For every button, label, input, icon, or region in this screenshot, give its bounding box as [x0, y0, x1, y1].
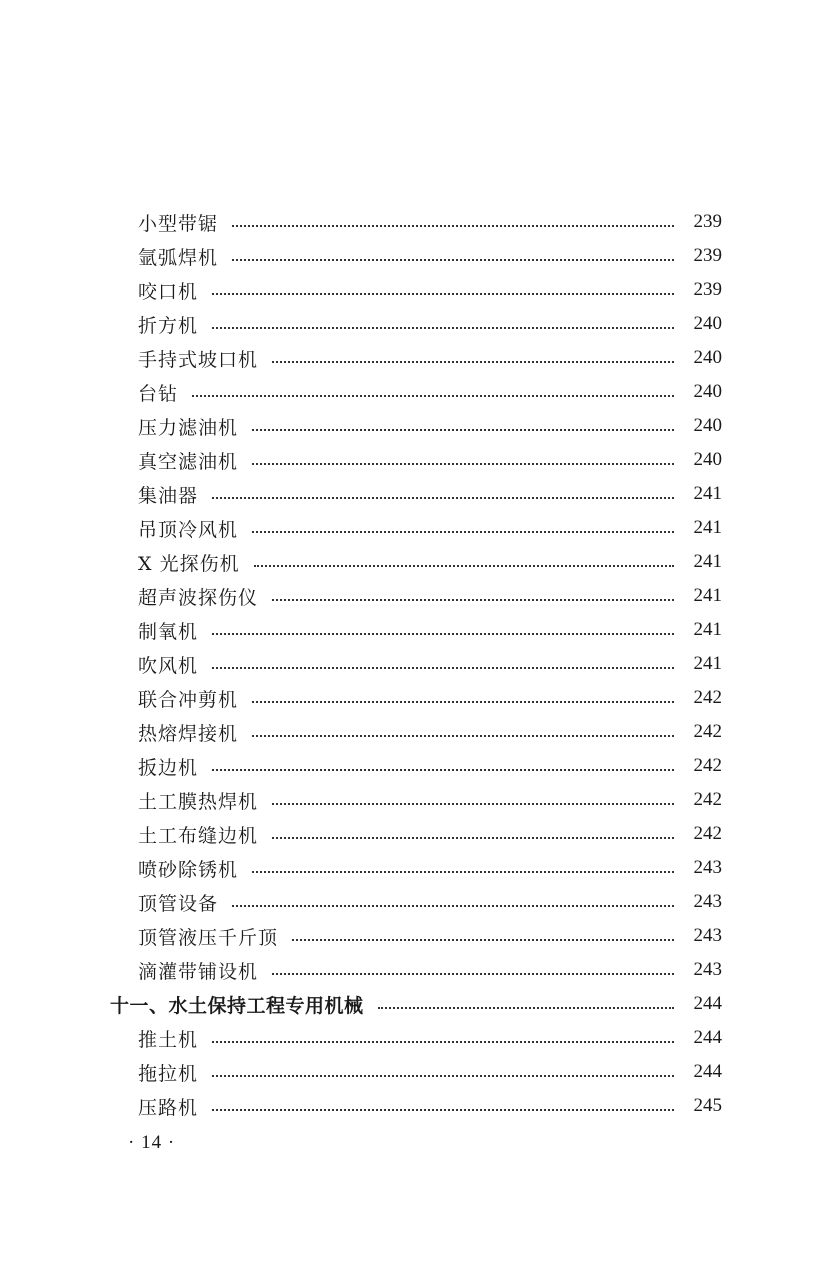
entry-title: 压路机	[138, 1096, 199, 1119]
dot-leader	[252, 871, 674, 873]
dot-leader	[232, 905, 674, 907]
toc-entry	[0, 307, 825, 341]
dot-leader	[192, 395, 674, 397]
toc-entry	[0, 1055, 825, 1089]
toc-entry	[0, 341, 825, 375]
entry-page-number: 240	[693, 381, 722, 402]
entry-page-number: 241	[693, 483, 722, 504]
toc-entry	[0, 919, 825, 953]
entry-page-number: 240	[693, 313, 722, 334]
entry-title: 制氧机	[138, 620, 199, 643]
entry-title: 联合冲剪机	[138, 688, 239, 711]
dot-leader	[212, 1075, 674, 1077]
entry-title: 顶管设备	[138, 892, 219, 915]
dot-leader	[212, 293, 674, 295]
toc-entry	[0, 205, 825, 239]
toc-entry	[0, 409, 825, 443]
toc-entry	[0, 1021, 825, 1055]
dot-leader	[272, 361, 674, 363]
entry-title: 吹风机	[138, 654, 199, 677]
entry-title: 氩弧焊机	[138, 246, 219, 269]
section-title: 十一、水土保持工程专用机械	[110, 994, 364, 1017]
entry-title: 集油器	[138, 484, 199, 507]
toc-section-heading	[0, 987, 825, 1021]
page-number: · 14 ·	[128, 1132, 176, 1153]
entry-page-number: 241	[693, 551, 722, 572]
entry-title: 拖拉机	[138, 1062, 199, 1085]
dot-leader	[272, 837, 674, 839]
dot-leader	[212, 769, 674, 771]
toc-entry	[0, 783, 825, 817]
entry-page-number: 243	[693, 925, 722, 946]
dot-leader	[252, 531, 674, 533]
toc-entry	[0, 545, 825, 579]
dot-leader	[212, 1109, 674, 1111]
entry-page-number: 242	[693, 687, 722, 708]
dot-leader	[252, 701, 674, 703]
entry-title: 折方机	[138, 314, 199, 337]
dot-leader	[232, 225, 674, 227]
entry-page-number: 245	[693, 1095, 722, 1116]
entry-page-number: 239	[693, 245, 722, 266]
entry-title: X 光探伤机	[138, 552, 240, 575]
toc-entry	[0, 375, 825, 409]
entry-title: 扳边机	[138, 756, 199, 779]
entry-title: 热熔焊接机	[138, 722, 239, 745]
dot-leader	[272, 599, 674, 601]
toc-entry	[0, 953, 825, 987]
entry-page-number: 241	[693, 585, 722, 606]
entry-title: 吊顶冷风机	[138, 518, 239, 541]
entry-page-number: 244	[693, 1027, 722, 1048]
dot-leader	[254, 565, 674, 567]
toc-entry	[0, 443, 825, 477]
entry-page-number: 241	[693, 517, 722, 538]
entry-page-number: 242	[693, 721, 722, 742]
entry-page-number: 239	[693, 211, 722, 232]
entry-title: 推土机	[138, 1028, 199, 1051]
toc-entry	[0, 239, 825, 273]
table-of-contents	[0, 205, 825, 1123]
entry-page-number: 240	[693, 415, 722, 436]
entry-page-number: 244	[693, 1061, 722, 1082]
dot-leader	[212, 667, 674, 669]
toc-entry	[0, 817, 825, 851]
entry-title: 手持式坡口机	[138, 348, 259, 371]
dot-leader	[292, 939, 674, 941]
entry-page-number: 240	[693, 347, 722, 368]
entry-page-number: 242	[693, 755, 722, 776]
entry-title: 滴灌带铺设机	[138, 960, 259, 983]
entry-title: 小型带锯	[138, 212, 219, 235]
entry-title: 土工膜热焊机	[138, 790, 259, 813]
entry-page-number: 241	[693, 619, 722, 640]
toc-entry	[0, 511, 825, 545]
toc-entry	[0, 273, 825, 307]
dot-leader	[252, 463, 674, 465]
entry-title: 喷砂除锈机	[138, 858, 239, 881]
entry-page-number: 242	[693, 789, 722, 810]
entry-page-number: 240	[693, 449, 722, 470]
dot-leader	[252, 735, 674, 737]
entry-title: 咬口机	[138, 280, 199, 303]
entry-page-number: 243	[693, 891, 722, 912]
entry-title: 压力滤油机	[138, 416, 239, 439]
dot-leader	[212, 633, 674, 635]
toc-entry	[0, 885, 825, 919]
entry-page-number: 244	[693, 993, 722, 1014]
entry-title: 真空滤油机	[138, 450, 239, 473]
entry-title: 顶管液压千斤顶	[138, 926, 279, 949]
toc-entry	[0, 851, 825, 885]
entry-page-number: 242	[693, 823, 722, 844]
toc-entry	[0, 579, 825, 613]
toc-entry	[0, 477, 825, 511]
entry-title: 超声波探伤仪	[138, 586, 259, 609]
toc-entry	[0, 681, 825, 715]
entry-title: 台钻	[138, 382, 179, 405]
entry-page-number: 243	[693, 857, 722, 878]
entry-title: 土工布缝边机	[138, 824, 259, 847]
dot-leader	[272, 803, 674, 805]
entry-page-number: 243	[693, 959, 722, 980]
dot-leader	[212, 497, 674, 499]
toc-entry	[0, 715, 825, 749]
toc-entry	[0, 613, 825, 647]
dot-leader	[252, 429, 674, 431]
entry-page-number: 239	[693, 279, 722, 300]
dot-leader	[378, 1007, 674, 1009]
entry-page-number: 241	[693, 653, 722, 674]
dot-leader	[232, 259, 674, 261]
toc-entry	[0, 749, 825, 783]
toc-entry	[0, 647, 825, 681]
dot-leader	[212, 1041, 674, 1043]
dot-leader	[272, 973, 674, 975]
dot-leader	[212, 327, 674, 329]
toc-entry	[0, 1089, 825, 1123]
